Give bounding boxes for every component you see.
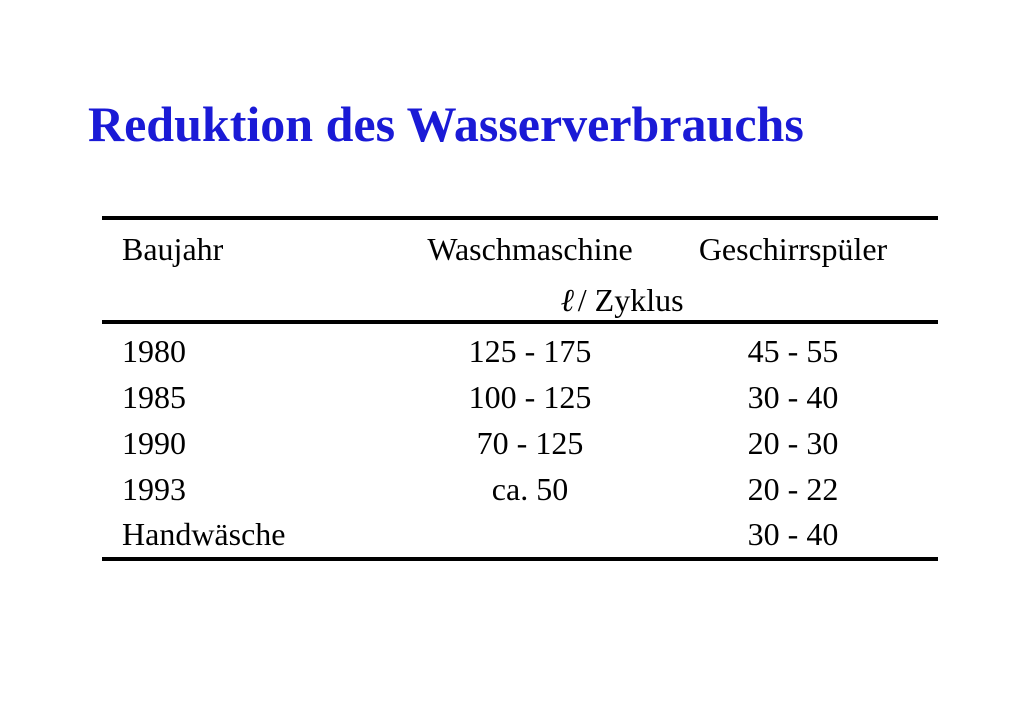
header-geschirrspueler: Geschirrspüler xyxy=(698,231,888,267)
cell-waschmaschine: 100 - 125 xyxy=(468,379,592,415)
unit-label xyxy=(402,281,842,319)
table-bottom-rule xyxy=(102,557,938,561)
cell-year: 1980 xyxy=(122,333,186,369)
cell-waschmaschine: 70 - 125 xyxy=(476,425,584,461)
header-baujahr: Baujahr xyxy=(122,231,224,267)
cell-geschirrspueler: 30 - 40 xyxy=(747,516,839,552)
cell-waschmaschine: ca. 50 xyxy=(491,471,569,507)
page-title: Reduktion des Wasserverbrauchs xyxy=(88,96,804,152)
table-top-rule xyxy=(102,216,938,220)
table-header-rule xyxy=(102,320,938,324)
water-consumption-table xyxy=(102,216,938,562)
cell-year: Handwäsche xyxy=(122,516,286,552)
cell-geschirrspueler: 20 - 30 xyxy=(747,425,839,461)
cell-waschmaschine: 125 - 175 xyxy=(468,333,592,369)
cell-year: 1993 xyxy=(122,471,186,507)
liter-symbol: ℓ xyxy=(560,282,574,318)
cell-geschirrspueler: 45 - 55 xyxy=(747,333,839,369)
unit-text: / Zyklus xyxy=(577,282,684,318)
cell-year: 1990 xyxy=(122,425,186,461)
cell-year: 1985 xyxy=(122,379,186,415)
header-waschmaschine: Waschmaschine xyxy=(427,231,633,267)
cell-geschirrspueler: 20 - 22 xyxy=(747,471,839,507)
cell-geschirrspueler: 30 - 40 xyxy=(747,379,839,415)
